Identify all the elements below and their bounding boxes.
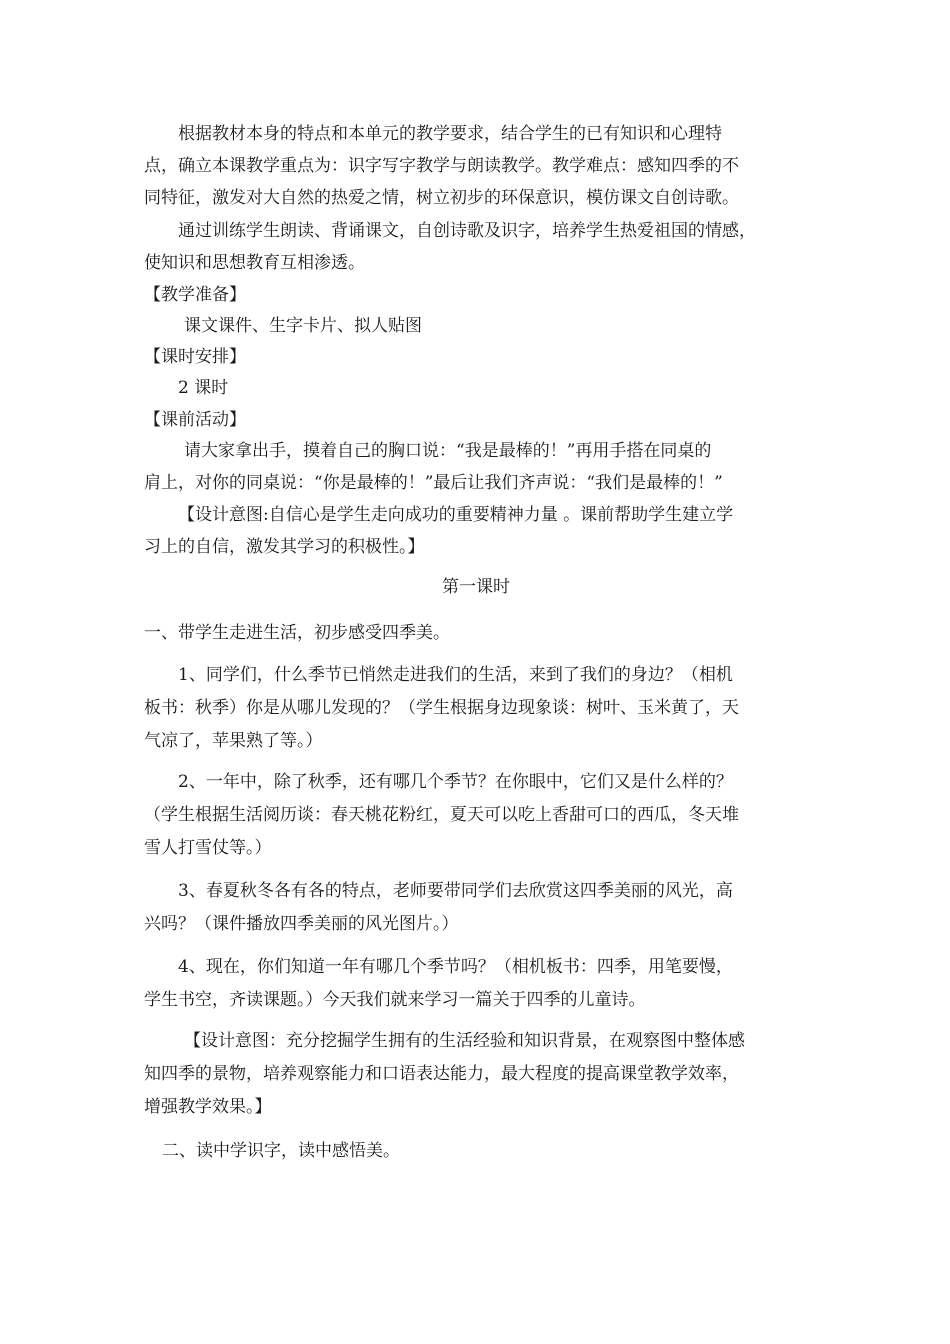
text-line: 3、春夏秋冬各有各的特点，老师要带同学们去欣赏这四季美丽的风光，高 bbox=[178, 881, 733, 901]
section-heading-part-two bbox=[144, 1135, 808, 1167]
paragraph-preparation bbox=[144, 310, 808, 342]
section-heading-schedule bbox=[144, 341, 808, 373]
text-line: 请大家拿出手，摸着自己的胸口说：“我是最棒的！”再用手搭在同桌的 bbox=[184, 441, 712, 461]
text-line: 1、同学们，什么季节已悄然走进我们的生活，来到了我们的身边？（相机 bbox=[178, 665, 733, 685]
paragraph-warmup bbox=[144, 435, 808, 499]
lesson-title bbox=[144, 571, 808, 603]
text-line: 知四季的景物，培养观察能力和口语表达能力，最大程度的提高课堂教学效率， bbox=[144, 1064, 739, 1084]
text-line: 【教学准备】 bbox=[144, 285, 246, 305]
text-line: 通过训练学生朗读、背诵课文，自创诗歌及识字，培养学生热爱祖国的情感， bbox=[178, 221, 756, 241]
paragraph-step-3 bbox=[144, 875, 808, 941]
text-line: 【课前活动】 bbox=[144, 410, 246, 430]
section-heading-part-one bbox=[144, 617, 808, 649]
text-line: 4、现在，你们知道一年有哪几个季节吗？（相机板书：四季，用笔要慢， bbox=[178, 957, 733, 977]
text-line: 课文课件、生字卡片、拟人贴图 bbox=[184, 316, 422, 336]
text-line: 一、带学生走进生活，初步感受四季美。 bbox=[144, 623, 450, 643]
text-line: 【设计意图：充分挖掘学生拥有的生活经验和知识背景，在观察图中整体感 bbox=[184, 1031, 745, 1051]
text-line: 习上的自信，激发其学习的积极性。】 bbox=[144, 537, 425, 557]
text-line: 增强教学效果。】 bbox=[144, 1097, 272, 1117]
paragraph-design-intent-1 bbox=[144, 499, 808, 563]
section-heading-warmup bbox=[144, 404, 808, 436]
text-line: 使知识和思想教育互相渗透。 bbox=[144, 253, 365, 273]
paragraph-key-points bbox=[144, 118, 808, 214]
paragraph-step-2 bbox=[144, 766, 808, 865]
text-line: 雪人打雪仗等。） bbox=[144, 838, 272, 858]
text-line: 【设计意图:自信心是学生走向成功的重要精神力量 。课前帮助学生建立学 bbox=[178, 505, 734, 525]
paragraph-design-intent-2 bbox=[144, 1025, 808, 1124]
paragraph-goals bbox=[144, 215, 808, 279]
text-line: 【课时安排】 bbox=[144, 347, 246, 367]
text-line: 同特征，激发对大自然的热爱之情，树立初步的环保意识，模仿课文自创诗歌。 bbox=[144, 188, 739, 208]
section-heading-preparation bbox=[144, 279, 808, 311]
text-line: 肩上，对你的同桌说：“你是最棒的！”最后让我们齐声说：“我们是最棒的！” bbox=[144, 473, 723, 493]
text-line: 板书：秋季）你是从哪儿发现的？（学生根据身边现象谈：树叶、玉米黄了，天 bbox=[144, 698, 739, 718]
text-line: 二、读中学识字，读中感悟美。 bbox=[162, 1141, 400, 1161]
text-line: （学生根据生活阅历谈：春天桃花粉红，夏天可以吃上香甜可口的西瓜，冬天堆 bbox=[144, 805, 739, 825]
paragraph-schedule bbox=[144, 372, 808, 404]
text-line: 学生书空，齐读课题。）今天我们就来学习一篇关于四季的儿童诗。 bbox=[144, 990, 646, 1010]
paragraph-step-1 bbox=[144, 659, 808, 758]
text-line: 兴吗？（课件播放四季美丽的风光图片。） bbox=[144, 914, 459, 934]
text-line: 点，确立本课教学重点为：识字写字教学与朗读教学。教学难点：感知四季的不 bbox=[144, 156, 739, 176]
text-line: 第一课时 bbox=[442, 577, 510, 597]
paragraph-step-4 bbox=[144, 951, 808, 1017]
text-line: 2、一年中，除了秋季，还有哪几个季节？在你眼中，它们又是什么样的？ bbox=[178, 772, 733, 792]
text-line: 2 课时 bbox=[178, 378, 229, 398]
text-line: 根据教材本身的特点和本单元的教学要求，结合学生的已有知识和心理特 bbox=[178, 124, 722, 144]
text-line: 气凉了，苹果熟了等。） bbox=[144, 731, 323, 751]
